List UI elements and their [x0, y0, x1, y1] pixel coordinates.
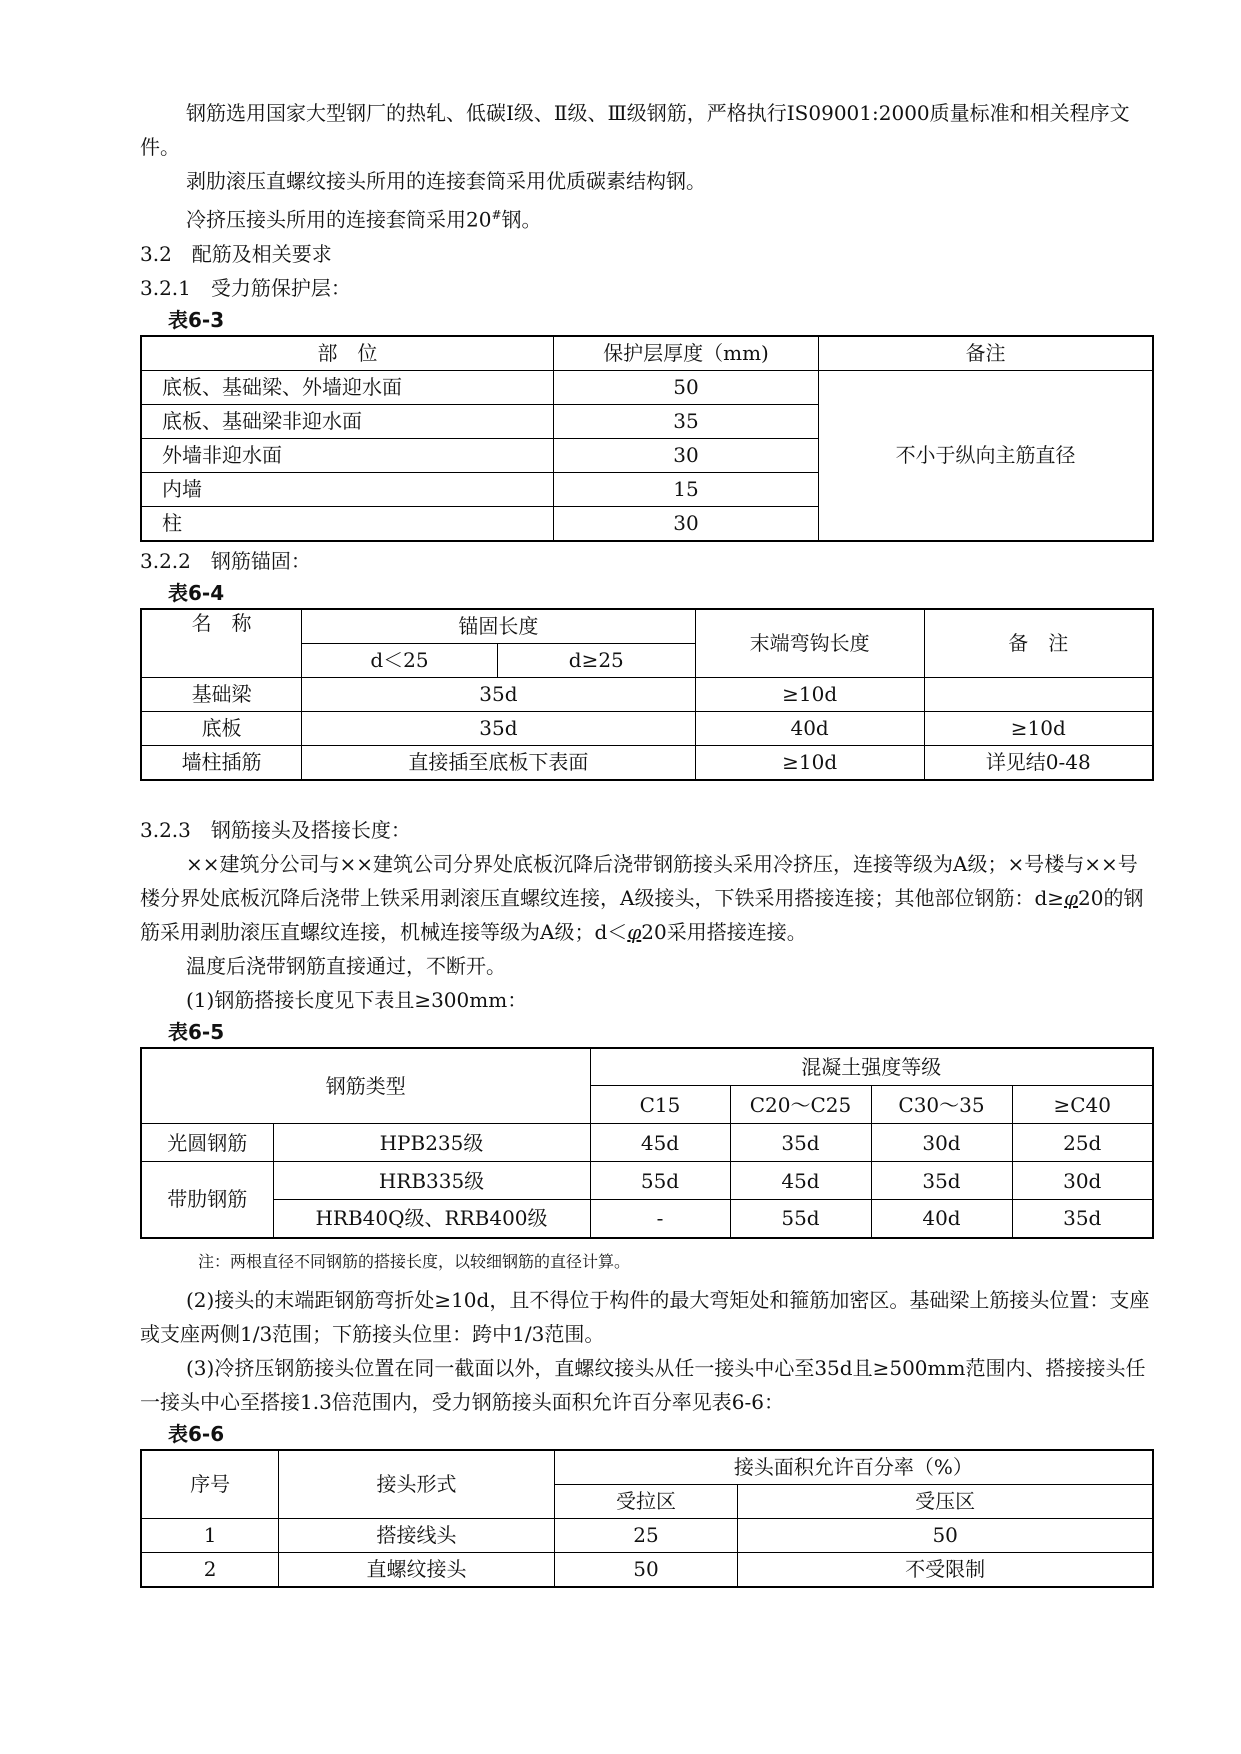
table-header-row	[141, 336, 1153, 371]
cell-thickness: 50	[553, 370, 818, 404]
cell-value: 35d	[1012, 1200, 1153, 1238]
table-row	[141, 1124, 1153, 1162]
header-grade: ≥C40	[1012, 1086, 1153, 1124]
cell-rebar-name: HRB40Q级、RRB400级	[273, 1200, 590, 1238]
cell-thickness: 30	[553, 438, 818, 472]
cell-part: 柱	[141, 506, 553, 541]
rule-paragraph-3: (3)冷挤压钢筋接头位置在同一截面以外，直螺纹接头从任一接头中心至35d且≥500mm范围内、搭接接头任一接头中心至搭接1.3倍范围内，受力钢筋接头面积允许百分率见表6-6：	[140, 1355, 1146, 1414]
table-row	[141, 677, 1153, 711]
cell-value: 55d	[730, 1200, 871, 1238]
table-caption-6-5: 表6-5	[168, 1019, 225, 1044]
cell-tension: 50	[554, 1552, 738, 1587]
intro-paragraph-1: 钢筋选用国家大型钢厂的热轧、低碳Ⅰ级、Ⅱ级、Ⅲ级钢筋，严格执行IS09001:2000质量标准和相关程序文件。	[140, 101, 1130, 159]
superscript-hash: #	[491, 208, 502, 222]
table-caption-6-6: 表6-6	[168, 1421, 225, 1446]
table-row	[141, 745, 1153, 780]
cell-value: 55d	[590, 1162, 730, 1200]
table-6-6	[140, 1449, 1154, 1588]
cell-value: 45d	[590, 1124, 730, 1162]
cell-compression: 50	[738, 1518, 1153, 1552]
table-row	[141, 711, 1153, 745]
section-heading-3-2: 3.2 配筋及相关要求	[140, 241, 332, 266]
cell-remark: 不小于纵向主筋直径	[819, 370, 1153, 541]
cell-value: 40d	[871, 1200, 1012, 1238]
header-name: 名 称	[141, 609, 302, 678]
cell-anchor: 直接插至底板下表面	[302, 745, 696, 780]
cell-compression: 不受限制	[738, 1552, 1153, 1587]
header-remark: 备 注	[924, 609, 1153, 678]
cell-rebar-name: HPB235级	[273, 1124, 590, 1162]
cell-anchor: 35d	[302, 711, 696, 745]
phi-symbol: φ	[627, 919, 642, 944]
cell-group: 光圆钢筋	[141, 1124, 273, 1162]
cell-value: -	[590, 1200, 730, 1238]
header-tension-zone: 受拉区	[554, 1484, 738, 1518]
splice-text-b: 20的钢筋采用剥肋滚压直螺纹连接，机械连接等级为A级；d＜	[140, 885, 1144, 944]
cell-no: 1	[141, 1518, 279, 1552]
intro-p3-text: 冷挤压接头所用的连接套筒采用20	[186, 207, 492, 232]
splice-paragraph-1	[140, 847, 1154, 949]
section-heading-3-2-2: 3.2.2 钢筋锚固：	[140, 548, 311, 573]
cell-thickness: 15	[553, 472, 818, 506]
header-anchor-length: 锚固长度	[302, 609, 696, 644]
cell-value: 45d	[730, 1162, 871, 1200]
header-d-ge-25: d≥25	[497, 643, 695, 677]
table-caption-6-3: 表6-3	[168, 307, 225, 332]
table-header-row	[141, 609, 1153, 644]
table-caption-6-4: 表6-4	[168, 580, 225, 605]
cell-value: 35d	[730, 1124, 871, 1162]
table-row	[141, 1200, 1153, 1238]
table-6-5	[140, 1047, 1154, 1239]
table-6-4	[140, 608, 1154, 781]
cell-rebar-name: HRB335级	[273, 1162, 590, 1200]
cell-remark	[924, 677, 1153, 711]
cell-value: 25d	[1012, 1124, 1153, 1162]
cell-hook: ≥10d	[695, 745, 924, 780]
intro-paragraph-2: 剥肋滚压直螺纹接头所用的连接套筒采用优质碳素结构钢。	[186, 169, 706, 193]
cell-remark: 详见结0-48	[924, 745, 1153, 780]
section-heading-3-2-3: 3.2.3 钢筋接头及搭接长度：	[140, 817, 411, 842]
table-row	[141, 370, 1153, 404]
header-concrete-grade: 混凝土强度等级	[590, 1048, 1153, 1086]
header-part: 部 位	[141, 336, 553, 371]
header-grade: C15	[590, 1086, 730, 1124]
cell-part: 底板、基础梁非迎水面	[141, 404, 553, 438]
phi-symbol: φ	[1064, 885, 1079, 910]
cell-hook: ≥10d	[695, 677, 924, 711]
splice-text-c: 20采用搭接连接。	[641, 919, 807, 944]
cell-hook: 40d	[695, 711, 924, 745]
header-joint-form: 接头形式	[279, 1450, 554, 1519]
splice-text-a: ××建筑分公司与××建筑公司分界处底板沉降后浇带钢筋接头采用冷挤压，连接等级为A级；×号楼与××号楼分界处底板沉降后浇带上铁采用剥滚压直螺纹连接，A级接头，下铁采用搭接连接；其他部位钢筋：d≥	[140, 851, 1138, 910]
cell-part: 外墙非迎水面	[141, 438, 553, 472]
cell-anchor: 35d	[302, 677, 696, 711]
table-header-row	[141, 1450, 1153, 1485]
cell-thickness: 30	[553, 506, 818, 541]
cell-part: 底板、基础梁、外墙迎水面	[141, 370, 553, 404]
header-serial-no: 序号	[141, 1450, 279, 1519]
section-heading-3-2-1: 3.2.1 受力筋保护层：	[140, 275, 351, 300]
cell-remark: ≥10d	[924, 711, 1153, 745]
header-hook-length: 末端弯钩长度	[695, 609, 924, 678]
header-d-less-25: d＜25	[302, 643, 498, 677]
intro-p3-tail: 钢。	[501, 207, 542, 232]
table-row	[141, 1552, 1153, 1587]
cell-name: 墙柱插筋	[141, 745, 302, 780]
header-grade: C20～C25	[730, 1086, 871, 1124]
cell-no: 2	[141, 1552, 279, 1587]
intro-paragraph-3	[140, 198, 1154, 237]
cell-form: 直螺纹接头	[279, 1552, 554, 1587]
cell-name: 基础梁	[141, 677, 302, 711]
header-grade: C30～35	[871, 1086, 1012, 1124]
cell-form: 搭接线头	[279, 1518, 554, 1552]
table-6-3	[140, 335, 1154, 542]
cell-group: 带肋钢筋	[141, 1162, 273, 1238]
cell-name: 底板	[141, 711, 302, 745]
header-compression-zone: 受压区	[738, 1484, 1153, 1518]
header-area-rate: 接头面积允许百分率（%）	[554, 1450, 1153, 1485]
cell-value: 30d	[871, 1124, 1012, 1162]
splice-paragraph-2: 温度后浇带钢筋直接通过，不断开。	[186, 953, 506, 978]
cell-thickness: 35	[553, 404, 818, 438]
cell-part: 内墙	[141, 472, 553, 506]
table-header-row	[141, 1048, 1153, 1086]
table-row	[141, 1162, 1153, 1200]
cell-tension: 25	[554, 1518, 738, 1552]
header-thickness: 保护层厚度（mm)	[553, 336, 818, 371]
table-note: 注：两根直径不同钢筋的搭接长度，以较细钢筋的直径计算。	[198, 1251, 631, 1271]
table-row	[141, 1518, 1153, 1552]
header-remark: 备注	[819, 336, 1153, 371]
document-page	[140, 96, 1154, 1588]
cell-value: 30d	[1012, 1162, 1153, 1200]
cell-value: 35d	[871, 1162, 1012, 1200]
splice-paragraph-3: (1)钢筋搭接长度见下表且≥300mm：	[186, 987, 528, 1012]
rule-paragraph-2: (2)接头的末端距钢筋弯折处≥10d，且不得位于构件的最大弯矩处和箍筋加密区。基础梁上筋接头位置：支座或支座两侧1/3范围；下筋接头位里：跨中1/3范围。	[140, 1287, 1150, 1346]
header-rebar-type: 钢筋类型	[141, 1048, 590, 1124]
